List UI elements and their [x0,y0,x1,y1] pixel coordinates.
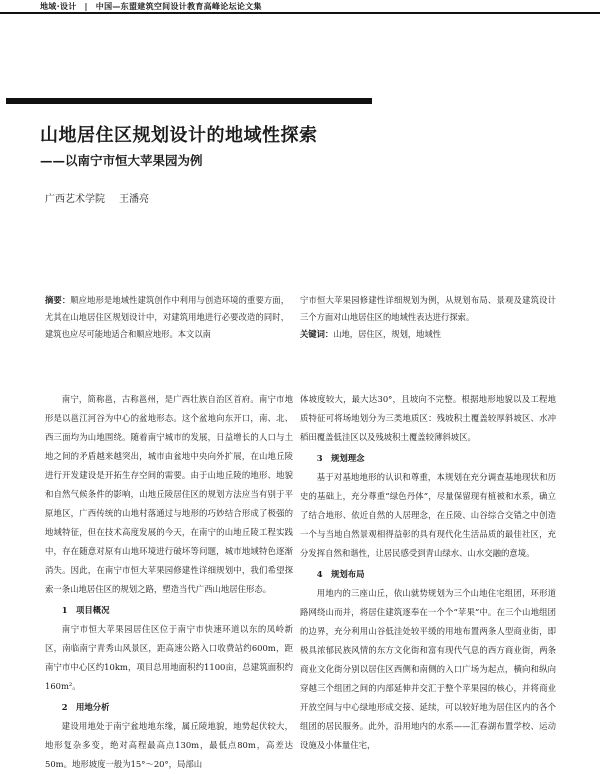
running-header: 地域·设计 | 中国—东盟建筑空间设计教育高峰论坛论文集 [40,2,262,11]
abstract-right [300,292,556,343]
section-heading: 3 规划理念 [316,453,365,463]
body-paragraph: 体坡度较大，最大达30°，且坡向不完整。根据地形地貌以及工程地质特征可将场地划分为三类地质区：残坡积土覆盖较厚斜坡区、水冲稻田覆盖低洼区以及残坡积土覆盖较薄斜坡区。 [300,394,556,442]
section-heading: 1 项目概况 [61,605,110,615]
body-column-left [45,390,293,774]
body-paragraph: 南宁，简称邕，古称邕州，是广西壮族自治区首府。南宁市地形是以邕江河谷为中心的盆地形态。这个盆地向东开口，南、北、西三面均为山地围绕。随着南宁城市的发展，日益增长的人口与土地之间的矛盾越来越突出，城市由盆地中央向外扩展，在山地丘陵进行开发建设是开拓生存空间的需要。由于山地丘陵的地形、地貌和自然气候条件的影响，山地丘陵居住区的规划方法应当有别于平原地区，广西传统的山地村落通过与地形的巧妙结合形成了极强的地域特征，但在技术高度发展的今天，在南宁的山地丘陵工程实践中，存在随意对原有山地环境进行破坏等问题，城市地域特色逐渐消失。因此，在南宁市恒大苹果园修建性详细规划中，我们希望探索一条山地居住区的规划之路，塑造当代广西山地居住形态。 [45,394,293,594]
body-paragraph: 建设用地处于南宁盆地地东缘，属丘陵地貌，地势起伏较大，地形复杂多变，绝对高程最高点130m，最低点80m，高差达50m。地形坡度一般为15°～20°，局部山 [45,721,293,769]
keywords-label: 关键词： [300,329,334,339]
running-header-section: 地域·设计 [40,2,77,11]
running-header-journal: 中国—东盟建筑空间设计教育高峰论坛论文集 [95,2,262,11]
abstract-left [45,292,289,343]
abstract-text-left: 顺应地形是地域性建筑创作中利用与创造环境的重要方面，尤其在山地居住区规划设计中，对建筑用地进行必要改造的同时，建筑也应尽可能地适合和顺应地形。本文以南 [45,295,289,339]
abstract-text-right: 宁市恒大苹果园修建性详细规划为例，从规划布局、景观及建筑设计三个方面对山地居住区的地域性表达进行探索。 [300,295,556,322]
keywords: 山地，居住区，规划，地域性 [333,329,442,339]
section-heading: 2 用地分析 [61,702,110,712]
body-paragraph: 用地内的三座山丘，依山就势规划为三个山地住宅组团，环形道路网绕山而并，将居住建筑逐奉在一个个“苹果”中。在三个山地组团的边界，充分利用山谷低洼处较平缓的用地布置两条人型商业街，即极具浓郁民族风情的东方文化街和富有现代气息的西方商业街，两条商业文化街分别以居住区西侧和南侧的入口广场为起点，横向和纵向穿越三个组团之间的内部延伸并交汇于整个苹果园的核心，并将商业开放空间与中心绿地形成交接、延续，可以较好地为居住区内的各个组团的居民服务。此外，沿用地内的水系——汇春湖布置学校、运动设施及小体量住宅， [300,588,556,750]
body-column-right [300,390,556,755]
abstract-label: 摘要： [45,295,71,305]
author-name: 王潘亮 [119,194,149,205]
body-paragraph: 基于对基地地形的认识和尊重，本规划在充分调查基地现状和历史的基础上，充分尊重“绿色丹体”，尽量保留现有植被和水系，确立了结合地形、依近自然的人居理念，在丘陵、山谷综合交错之中创造一个与当地自然景观相得益彰的具有现代化生活品质的最佳社区，充分发挥自然和谐性，让居民感受到青山绿水、山水交融的意境。 [300,472,556,558]
header-rule [0,12,600,14]
body-paragraph: 南宁市恒大苹果园居住区位于南宁市快速环道以东的凤岭新区，南临南宁青秀山风景区，距高速公路入口收费站约600m，距南宁市中心区约10km，项目总用地面积约1100亩，总建筑面积约160m²。 [45,624,293,691]
title-bar [6,98,372,104]
author-line [45,190,149,205]
keywords-line [300,326,556,343]
affiliation: 广西艺术学院 [45,194,105,205]
section-heading: 4 规划布局 [316,569,365,579]
article-subtitle: ——以南宁市恒大苹果园为例 [40,153,203,168]
article-title: 山地居住区规划设计的地域性探索 [40,125,318,146]
